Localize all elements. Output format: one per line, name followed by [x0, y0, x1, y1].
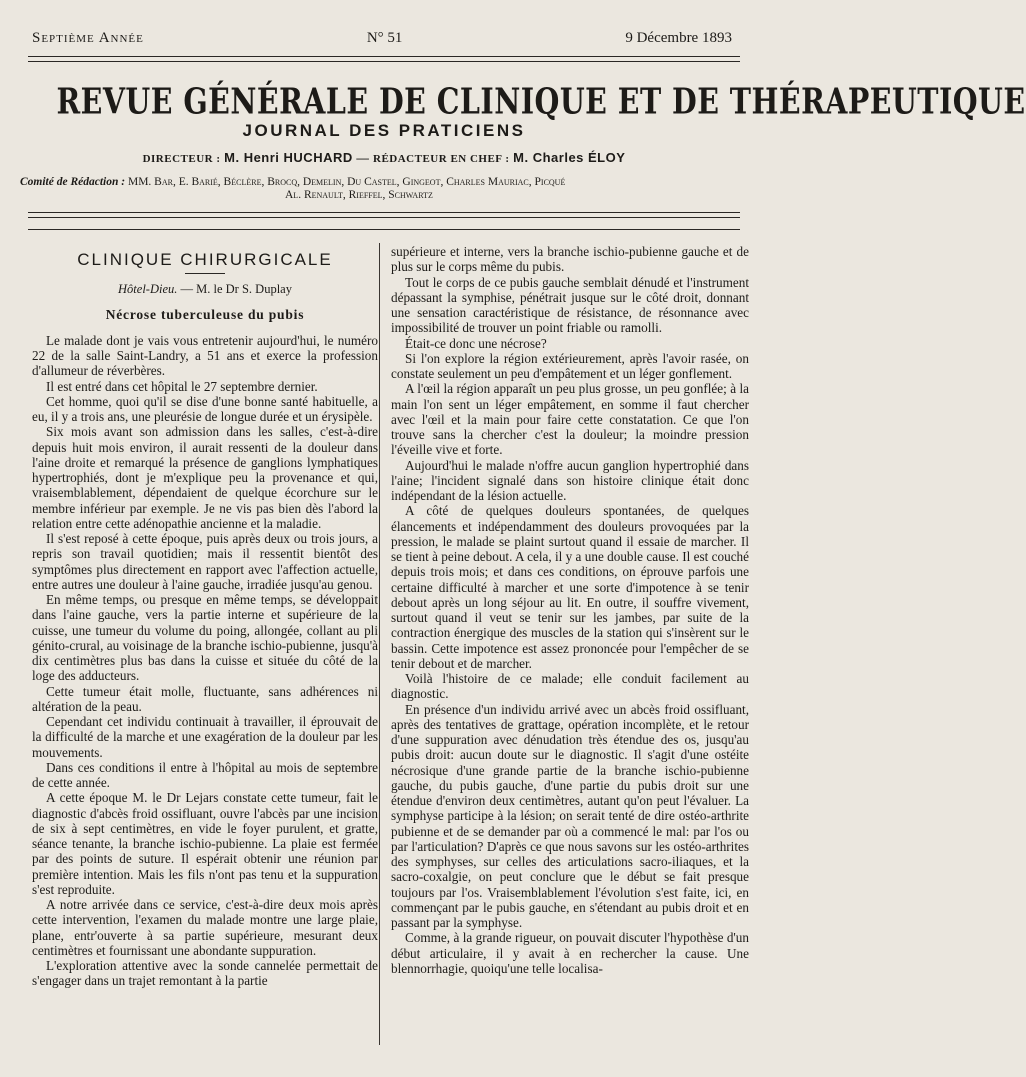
volume-year: Septième Année	[32, 30, 144, 46]
masthead-bottom-rule	[28, 212, 740, 218]
left-column	[32, 244, 378, 989]
paragraph: A cette époque M. le Dr Lejars constate cette tumeur, fait le diagnostic d'abcès froid ossifluant, ouvre l'abcès par une incision de six à sept centimètres, en vide le foyer purulent, et gratte, séance tenante, la branche ischio-pubienne. La plaie est fermée par des points de suture. Il espérait obtenir une réunion par première intention. Mais les fils n'ont pas tenu et la suppuration s'est reproduite.	[32, 790, 378, 897]
article-title: Nécrose tuberculeuse du pubis	[105, 306, 305, 322]
committee-names-2: Al. Renault, Rieffel, Schwartz	[285, 189, 433, 201]
issue-number: N° 51	[366, 30, 403, 46]
paragraph: Cependant cet individu continuait à travailler, il éprouvait de la difficulté de la marche et une exagération de la douleur par les mouvements.	[32, 714, 378, 760]
journal-title: REVUE GÉNÉRALE DE CLINIQUE ET DE THÉRAPEUTIQUE	[56, 81, 1026, 123]
paragraph: En présence d'un individu arrivé avec un abcès froid ossifluant, après des tentatives de grattage, opération incomplète, et le retour d'une suppuration avec dénudation très étendue des os, jusqu'au pubis droit: aucun doute sur le diagnostic. Il s'agit d'une ostéite nécrosique d'une grande partie de la branche ischio-pubienne gauche, du pubis gauche, d'une partie du pubis droit sur une étendue d'environ deux centimètres, autant qu'on peut l'évaluer. La symphyse participe à la lésion; on serait tenté de dire ostéo-arthrite pubienne et de se demander par où a commencé le mal: par l'os ou par l'articulation? D'après ce que nous savons sur les ostéo-arthrites des symphyses, sur celles des articulations sacro-iliaques, et la sacro-coxalgie, on peut conclure que le début se fait presque toujours par l'os. Vraisemblablement l'évolution s'est faite, ici, en commençant par le pubis gauche, en s'étendant au pubis droit et en passant par la symphyse.	[391, 701, 749, 930]
paragraph: A côté de quelques douleurs spontanées, de quelques élancements et indépendamment des douleurs provoquées par la pression, le malade se plaint surtout quand il essaie de marcher. Il se tient à peine debout. A cela, il y a une double cause. Il est couché depuis trois mois; et dans ces conditions, on éprouve parfois une certaine difficulté à marcher et une sorte d'impotence à se tenir debout après un long séjour au lit. En outre, il souffre vivement, surtout quand il veut se tenir sur les jambes, par suite de la contraction énergique des muscles de la station qui s'insèrent sur le bassin. Cette impotence est assez prononcée pour l'empêcher de se tenir debout et de marcher.	[391, 503, 749, 671]
left-column-body	[32, 333, 378, 989]
running-header	[32, 30, 732, 47]
committee-line-1	[20, 176, 754, 189]
editor-name: M. Charles ÉLOY	[513, 150, 626, 165]
right-column-body	[391, 244, 749, 976]
author-name: — M. le Dr S. Duplay	[177, 282, 292, 297]
director-name: M. Henri HUCHARD	[224, 150, 353, 165]
paragraph: Il s'est reposé à cette époque, puis après deux ou trois jours, a repris son travail quotidien; mais il ressentit bientôt des symptômes plus directement en rapport avec l'affection actuelle, entre autres une douleur à l'aine gauche, irradiée jusqu'au genou.	[32, 531, 378, 592]
paragraph: Aujourd'hui le malade n'offre aucun ganglion hypertrophié dans l'aine; l'incident signalé dans son histoire clinique était donc indépendant de la lésion actuelle.	[391, 457, 749, 503]
paragraph: Voilà l'histoire de ce malade; elle conduit facilement au diagnostic.	[391, 671, 749, 702]
paragraph: Le malade dont je vais vous entretenir aujourd'hui, le numéro 22 de la salle Saint-Landry, a 51 ans et exerce la profession d'allumeur de réverbères.	[32, 332, 378, 379]
committee-label: Comité de Rédaction :	[20, 176, 126, 188]
column-top-rule	[28, 229, 740, 232]
paragraph: supérieure et interne, vers la branche ischio-pubienne gauche et de plus sur le corps même du pubis.	[391, 244, 749, 275]
paragraph: En même temps, ou presque en même temps, se développait dans l'aine gauche, vers la partie interne et supérieure de la cuisse, une tumeur du volume du poing, allongée, collant au pli génito-crural, au voisinage de la branche ischio-pubienne, jusqu'à dix centimètres plus bas dans la cuisse et située du côté de la loge des adducteurs.	[32, 592, 378, 684]
paragraph: A notre arrivée dans ce service, c'est-à-dire deux mois après cette intervention, l'examen du malade montre une large plaie, plane, entr'ouverte à sa partie supérieure, mesurant deux centimètres et fournissant une abondante suppuration.	[32, 897, 378, 958]
paragraph: Comme, à la grande rigueur, on pouvait discuter l'hypothèse d'un début articulaire, il y avait à en rechercher la cause. Une blennorrhagie, quoiqu'une telle localisa-	[391, 930, 749, 976]
paragraph: Si l'on explore la région extérieurement, après l'avoir rasée, on constate seulement un peu d'empâtement et un léger gonflement.	[391, 350, 749, 381]
editorial-direction	[28, 150, 740, 166]
paragraph: Dans ces conditions il entre à l'hôpital au mois de septembre de cette année.	[32, 759, 378, 790]
article-byline	[32, 282, 378, 297]
section-rule	[185, 273, 225, 274]
editor-label: RÉDACTEUR EN CHEF :	[373, 153, 510, 165]
paragraph: L'exploration attentive avec la sonde cannelée permettait de s'engager dans un trajet remontant à la partie	[32, 958, 378, 989]
paragraph: Six mois avant son admission dans les salles, c'est-à-dire depuis huit mois environ, il aurait ressenti de la douleur dans l'aine droite et remarqué la présence de ganglions lymphatiques hypertrophiés, dont je m'explique peu la provenance et qui, vraisemblablement, dépendaient de quelque écorchure sur le membre inférieur par exemple. Je ne vis pas bien dès l'abord la relation entre cette adénopathie ancienne et la maladie.	[32, 424, 378, 531]
header-double-rule	[28, 56, 740, 62]
paragraph: Était-ce donc une nécrose?	[405, 335, 547, 351]
paragraph: Tout le corps de ce pubis gauche semblait dénudé et l'instrument dépassant la symphise, pénétrait jusque sur le côté droit, donnant une sensation caractéristique de résistance, de résonnance avec impossibilité de trouver un point friable ou ramolli.	[391, 274, 749, 336]
direction-separator: —	[356, 151, 370, 165]
hospital-name: Hôtel-Dieu.	[118, 282, 178, 297]
editorial-committee	[20, 176, 754, 202]
committee-names-1: MM. Bar, E. Barié, Béclère, Brocq, Demelin, Du Castel, Gingeot, Charles Mauriac, Picqué	[127, 176, 566, 188]
director-label: DIRECTEUR :	[142, 153, 221, 165]
column-divider	[379, 243, 380, 1045]
right-column	[391, 244, 749, 976]
paragraph: Il est entré dans cet hôpital le 27 septembre dernier.	[46, 378, 318, 394]
journal-subtitle: JOURNAL DES PRATICIENS	[242, 121, 526, 140]
paragraph: Cet homme, quoi qu'il se dise d'une bonne santé habituelle, a eu, il y a trois ans, une pleurésie de longue durée et un érysipèle.	[32, 393, 378, 424]
paragraph: Cette tumeur était molle, fluctuante, sans adhérences ni altération de la peau.	[32, 683, 378, 714]
issue-date: 9 Décembre 1893	[625, 30, 732, 46]
section-title: CLINIQUE CHIRURGICALE	[77, 250, 333, 269]
paragraph: A l'œil la région apparaît un peu plus grosse, un peu gonflée; à la main l'on sent un léger empâtement, en somme il faut chercher avec l'œil et la main pour faire cette constatation. Ce que l'on trouve sans la chercher c'est la douleur; la moindre pression l'éveille vive et forte.	[391, 381, 749, 458]
